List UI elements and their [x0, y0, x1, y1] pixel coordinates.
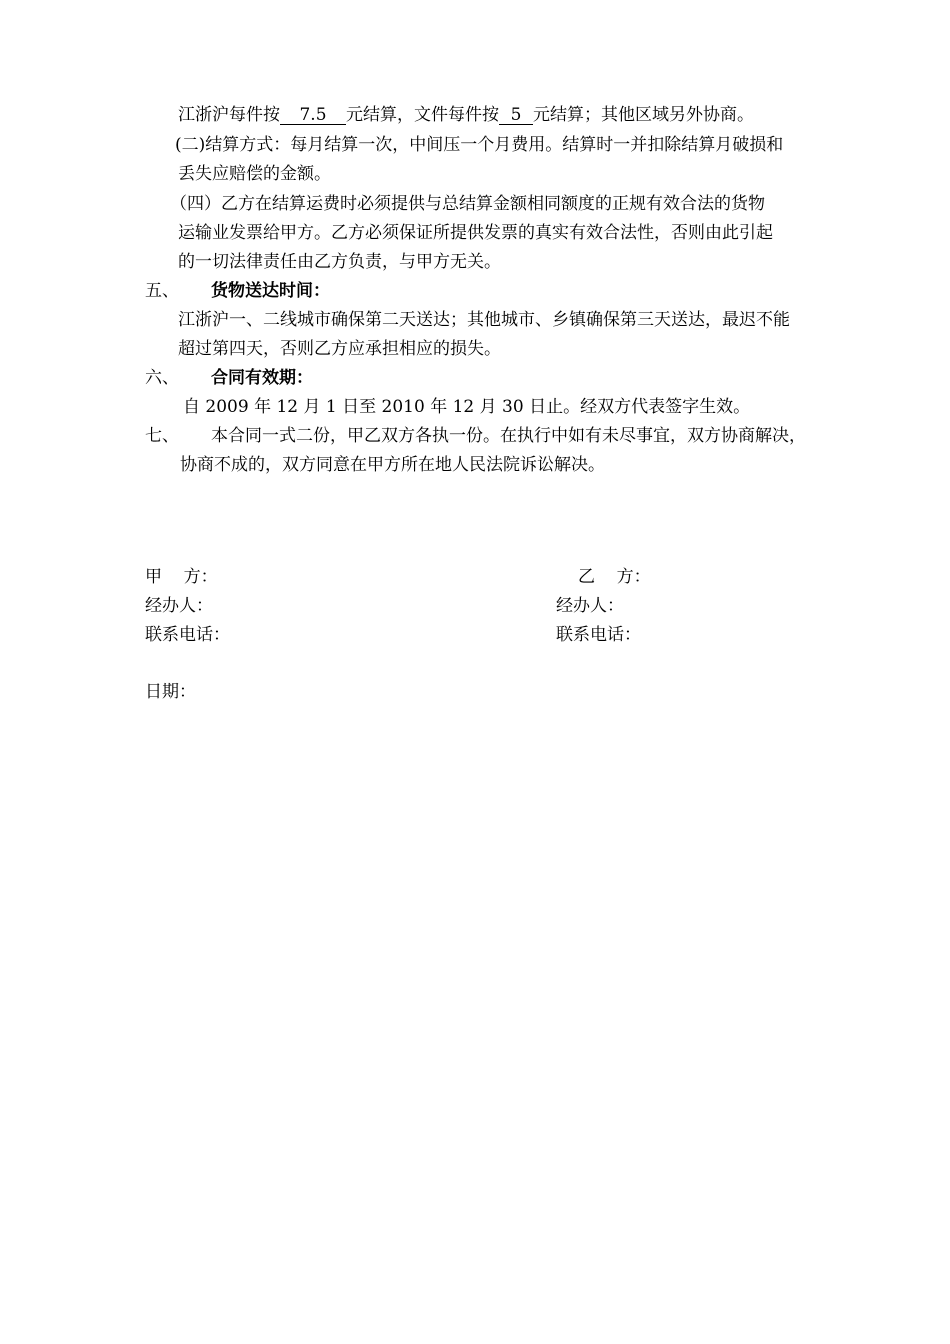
payment-method-line-2: 丢失应赔偿的金额。 — [178, 164, 331, 184]
section-6-number: 六、 — [145, 368, 179, 388]
section-6-heading — [145, 367, 313, 389]
party-b-label: 乙 方： — [578, 567, 651, 587]
handler-b-label: 经办人： — [556, 596, 624, 616]
invoice-clause-line-1: （四）乙方在结算运费时必须提供与总结算金额相同额度的正规有效合法的货物 — [170, 194, 765, 214]
rates-prefix: 江浙沪每件按 — [178, 105, 280, 125]
section-6-line-1: 自 2009 年 12 月 1 日至 2010 年 12 月 30 日止。经双方代表签字生效。 — [183, 397, 751, 417]
phone-a-label: 联系电话： — [145, 625, 230, 645]
rates-mid: 元结算，文件每件按 — [346, 105, 499, 125]
section-5-number: 五、 — [145, 281, 179, 301]
invoice-clause-line-3: 的一切法律责任由乙方负责，与甲方无关。 — [178, 252, 501, 272]
settlement-rates-line — [178, 104, 754, 126]
rates-suffix: 元结算；其他区域另外协商。 — [533, 105, 754, 125]
party-a-label: 甲 方： — [145, 567, 218, 587]
section-5-heading — [145, 280, 330, 302]
section-7-text-1: 本合同一式二份，甲乙双方各执一份。在执行中如有未尽事宜，双方协商解决， — [211, 426, 806, 446]
section-5-line-2: 超过第四天，否则乙方应承担相应的损失。 — [178, 339, 501, 359]
phone-b-label: 联系电话： — [556, 625, 641, 645]
payment-method-line-1: (二)结算方式：每月结算一次，中间压一个月费用。结算时一并扣除结算月破损和 — [175, 135, 784, 155]
section-6-title: 合同有效期： — [211, 368, 313, 388]
invoice-clause-line-2: 运输业发票给甲方。乙方必须保证所提供发票的真实有效合法性，否则由此引起 — [178, 223, 773, 243]
section-5-title: 货物送达时间： — [211, 281, 330, 301]
parcel-rate-value: 7.5 — [280, 106, 346, 125]
section-7-line-1 — [145, 425, 806, 447]
section-5-line-1: 江浙沪一、二线城市确保第二天送达；其他城市、乡镇确保第三天送达，最迟不能 — [178, 310, 790, 330]
date-label: 日期： — [145, 682, 196, 702]
section-7-line-2: 协商不成的，双方同意在甲方所在地人民法院诉讼解决。 — [180, 455, 605, 475]
section-7-number: 七、 — [145, 426, 179, 446]
document-rate-value: 5 — [499, 106, 533, 125]
handler-a-label: 经办人： — [145, 596, 213, 616]
